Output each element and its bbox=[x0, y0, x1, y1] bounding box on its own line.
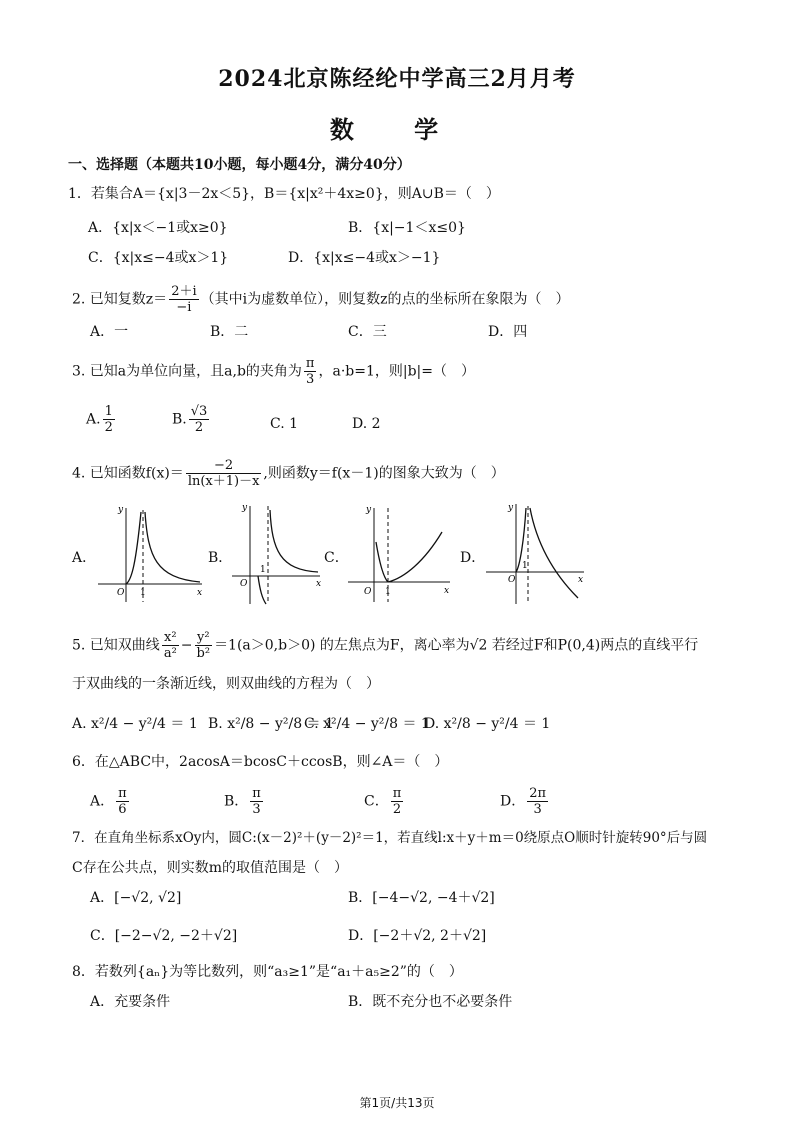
graph-b-one: 1 bbox=[260, 565, 266, 575]
question-5-option-c: C. x²/4 − y²/8 ＝ 1 bbox=[304, 716, 430, 732]
question-5-line2: 于双曲线的一条渐近线，则双曲线的方程为（ ） bbox=[72, 676, 380, 692]
question-6-option-d: D． $\frac{2\pi}{3}$ bbox=[500, 786, 547, 817]
question-6-option-b: B． $\frac{\pi}{3}$ bbox=[224, 786, 261, 817]
graph-b-y-label: y bbox=[242, 503, 248, 513]
question-4-option-b: B． bbox=[208, 550, 233, 566]
graph-a bbox=[94, 502, 206, 606]
question-1-option-b: B．{x|−1＜x≤0} bbox=[348, 220, 466, 236]
question-3-stem: 3. 已知a为单位向量，且a,b的夹角为 $\frac{\pi}{3}$ ，a·b=1，则|b|=（ ） bbox=[72, 356, 475, 387]
question-7-option-c: C．[−2−√2, −2＋√2] bbox=[90, 928, 238, 944]
graph-d bbox=[484, 500, 588, 606]
question-6-stem: 6．在△ABC中，2acosA＝bcosC＋ccosB，则∠A＝（ ） bbox=[72, 754, 449, 770]
graph-c bbox=[344, 502, 454, 606]
question-2-suffix: （其中i为虚数单位），则复数z的点的坐标所在象限为（ ） bbox=[200, 291, 570, 308]
graph-d-y-label: y bbox=[508, 503, 514, 513]
question-1-option-d: D．{x|x≤−4或x＞−1} bbox=[288, 250, 441, 266]
graph-d-origin: O bbox=[508, 575, 516, 585]
graph-c-one: 1 bbox=[385, 587, 391, 597]
question-2-stem bbox=[72, 284, 569, 315]
question-2-option-a: A．一 bbox=[90, 324, 129, 340]
graph-a-x-label: x bbox=[197, 588, 203, 598]
question-4-option-c: C． bbox=[324, 550, 349, 566]
question-5-option-a: A. x²/4 − y²/4 ＝ 1 bbox=[72, 716, 198, 732]
question-3-option-d: D. 2 bbox=[352, 416, 381, 432]
question-7-line1: 7．在直角坐标系xOy内，圆C:(x－2)²＋(y－2)²＝1，若直线l:x＋y＋m＝0绕原点O顺时针旋转90°后与圆 bbox=[72, 830, 708, 846]
question-6-option-a: A． $\frac{\pi}{6}$ bbox=[90, 786, 127, 817]
graph-c-x-label: x bbox=[444, 586, 450, 596]
graph-d-one: 1 bbox=[522, 561, 528, 571]
graph-a-y-label: y bbox=[118, 505, 124, 515]
question-2-fraction: $\frac{2+i}{-i}$ bbox=[171, 284, 197, 315]
question-1-stem: 1．若集合A＝{x|3－2x＜5}，B＝{x|x²＋4x≥0}，则A∪B＝（ ） bbox=[68, 186, 500, 202]
question-2-option-d: D．四 bbox=[488, 324, 528, 340]
question-3-option-b: B. $\frac{√3}{2}$ bbox=[172, 404, 208, 435]
question-4-option-a: A． bbox=[72, 550, 97, 566]
question-2-option-c: C．三 bbox=[348, 324, 387, 340]
question-2-option-b: B．二 bbox=[210, 324, 249, 340]
question-6-option-c: C． $\frac{\pi}{2}$ bbox=[364, 786, 402, 817]
graph-a-origin: O bbox=[117, 588, 125, 598]
question-3-option-c: C. 1 bbox=[270, 416, 299, 432]
question-8-option-a: A．充要条件 bbox=[90, 994, 171, 1010]
question-5-option-b: B. x²/8 − y²/8 ＝ 1 bbox=[208, 716, 334, 732]
question-1-option-a: A．{x|x＜−1或x≥0} bbox=[88, 220, 228, 236]
graph-b-origin: O bbox=[240, 579, 248, 589]
subject-title: 数 学 bbox=[329, 115, 465, 144]
question-2-prefix: 2. 已知复数z＝ bbox=[72, 291, 168, 308]
graph-b bbox=[228, 500, 324, 608]
question-4-fraction: $\frac{-2}{\ln(x+1)-x}$ bbox=[187, 458, 260, 489]
question-5-stem: 5. 已知双曲线 $\frac{\text{x²}}{\text{a²}}$ − $\frac{\text{y²}}{\text{b²}}$ ＝1(a＞0,b＞0) 的左焦点为F，离心率为√2 若经过F和P(0,4)两点的直线平行 bbox=[72, 630, 699, 661]
graph-b-x-label: x bbox=[316, 579, 322, 589]
graph-c-y-label: y bbox=[366, 505, 372, 515]
question-4-option-d: D． bbox=[460, 550, 486, 566]
question-7-option-a: A．[−√2, √2] bbox=[90, 890, 182, 906]
question-8-stem: 8．若数列{aₙ}为等比数列，则“a₃≥1”是“a₁＋a₅≥2”的（ ） bbox=[72, 964, 463, 980]
question-3-angle: $\frac{\pi}{3}$ bbox=[305, 356, 315, 387]
graph-c-origin: O bbox=[364, 587, 372, 597]
page-footer: 第1页/共13页 bbox=[359, 1096, 435, 1110]
page-title: 2024北京陈经纶中学高三2月月考 bbox=[218, 66, 576, 92]
question-1-option-c: C．{x|x≤−4或x＞1} bbox=[88, 250, 229, 266]
question-7-line2: C存在公共点，则实数m的取值范围是（ ） bbox=[72, 860, 348, 876]
question-5-option-d: D. x²/8 − y²/4 ＝ 1 bbox=[424, 716, 551, 732]
question-7-option-d: D．[−2＋√2, 2＋√2] bbox=[348, 928, 487, 944]
graph-d-x-label: x bbox=[578, 575, 584, 585]
question-3-option-a: A. $\frac{1}{2}$ bbox=[86, 404, 113, 435]
question-7-option-b: B．[−4−√2, −4＋√2] bbox=[348, 890, 495, 906]
section-heading: 一、选择题（本题共10小题，每小题4分，满分40分） bbox=[68, 157, 411, 173]
question-8-option-b: B．既不充分也不必要条件 bbox=[348, 994, 513, 1010]
question-4-stem: 4. 已知函数f(x)＝ $\frac{-2}{\ln(x+1)-x}$ ,则函数y＝f(x－1)的图象大致为（ ） bbox=[72, 458, 505, 489]
graph-a-one: 1 bbox=[140, 588, 146, 598]
